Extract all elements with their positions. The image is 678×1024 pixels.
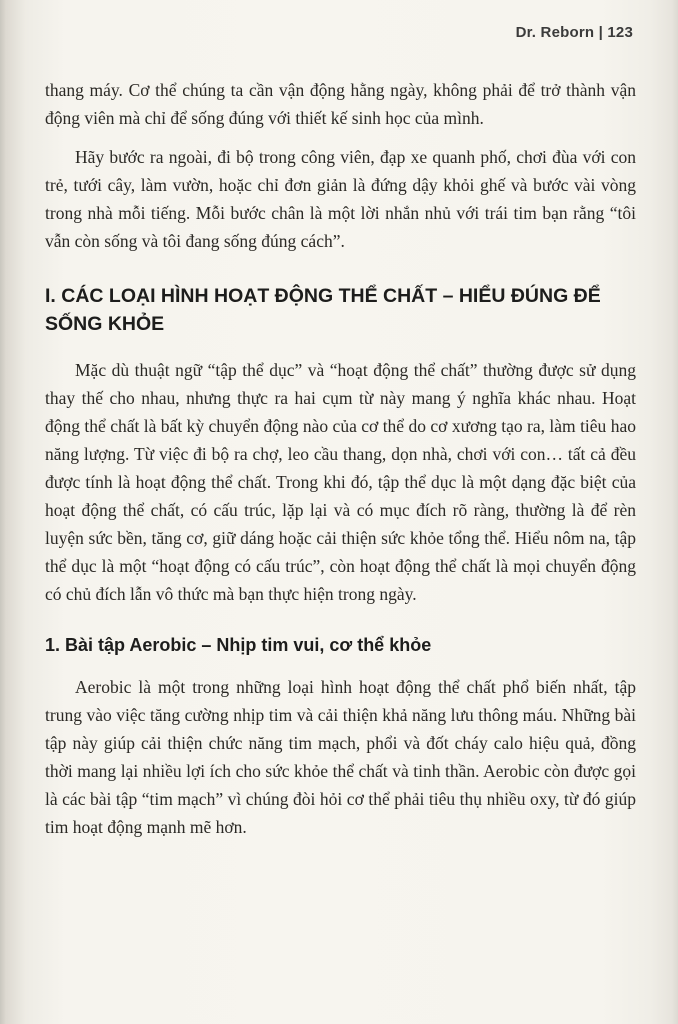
page-content	[45, 76, 636, 852]
paragraph: Aerobic là một trong những loại hình hoạt động thể chất phổ biến nhất, tập trung vào việc tăng cường nhịp tim và cải thiện khả năng lưu thông máu. Những bài tập này giúp cải thiện chức năng tim mạch, phổi và đốt cháy calo hiệu quả, đồng thời mang lại nhiều lợi ích cho sức khỏe thể chất và tinh thần. Aerobic còn được gọi là các bài tập “tim mạch” vì chúng đòi hỏi cơ thể phải tiêu thụ nhiều oxy, từ đó giúp tim hoạt động mạnh mẽ hơn.	[45, 676, 636, 837]
section-heading: I. CÁC LOẠI HÌNH HOẠT ĐỘNG THỂ CHẤT – HIỂU ĐÚNG ĐỂ SỐNG KHỎE	[45, 285, 601, 336]
paragraph: Hãy bước ra ngoài, đi bộ trong công viên, đạp xe quanh phố, chơi đùa với con trẻ, tưới cây, làm vườn, hoặc chỉ đơn giản là đứng dậy khỏi ghế và bước vài vòng trong nhà mỗi tiếng. Mỗi bước chân là một lời nhắn nhủ với trái tim bạn rằng “tôi vẫn còn sống và tôi đang sống đúng cách”.	[45, 147, 636, 251]
paragraph-continuation: thang máy. Cơ thể chúng ta cần vận động hằng ngày, không phải để trở thành vận động viên mà chỉ để sống đúng với thiết kế sinh học của mình.	[45, 80, 636, 128]
subsection-heading: 1. Bài tập Aerobic – Nhịp tim vui, cơ thể khỏe	[45, 634, 432, 655]
running-header: Dr. Reborn | 123	[515, 24, 633, 41]
paragraph: Mặc dù thuật ngữ “tập thể dục” và “hoạt động thể chất” thường được sử dụng thay thế cho nhau, nhưng thực ra hai cụm từ này mang ý nghĩa khác nhau. Hoạt động thể chất là bất kỳ chuyển động nào của cơ thể do cơ xương tạo ra, làm tiêu hao năng lượng. Từ việc đi bộ ra chợ, leo cầu thang, dọn nhà, chơi với con… tất cả đều được tính là hoạt động thể chất. Trong khi đó, tập thể dục là một dạng đặc biệt của hoạt động thể chất, có cấu trúc, lặp lại và có mục đích rõ ràng, thường là để rèn luyện sức bền, tăng cơ, giữ dáng hoặc cải thiện sức khỏe tổng thể. Hiểu nôm na, tập thể dục là một “hoạt động có cấu trúc”, còn hoạt động thể chất là mọi chuyển động có chủ đích lẫn vô thức mà bạn thực hiện trong ngày.	[45, 359, 636, 604]
